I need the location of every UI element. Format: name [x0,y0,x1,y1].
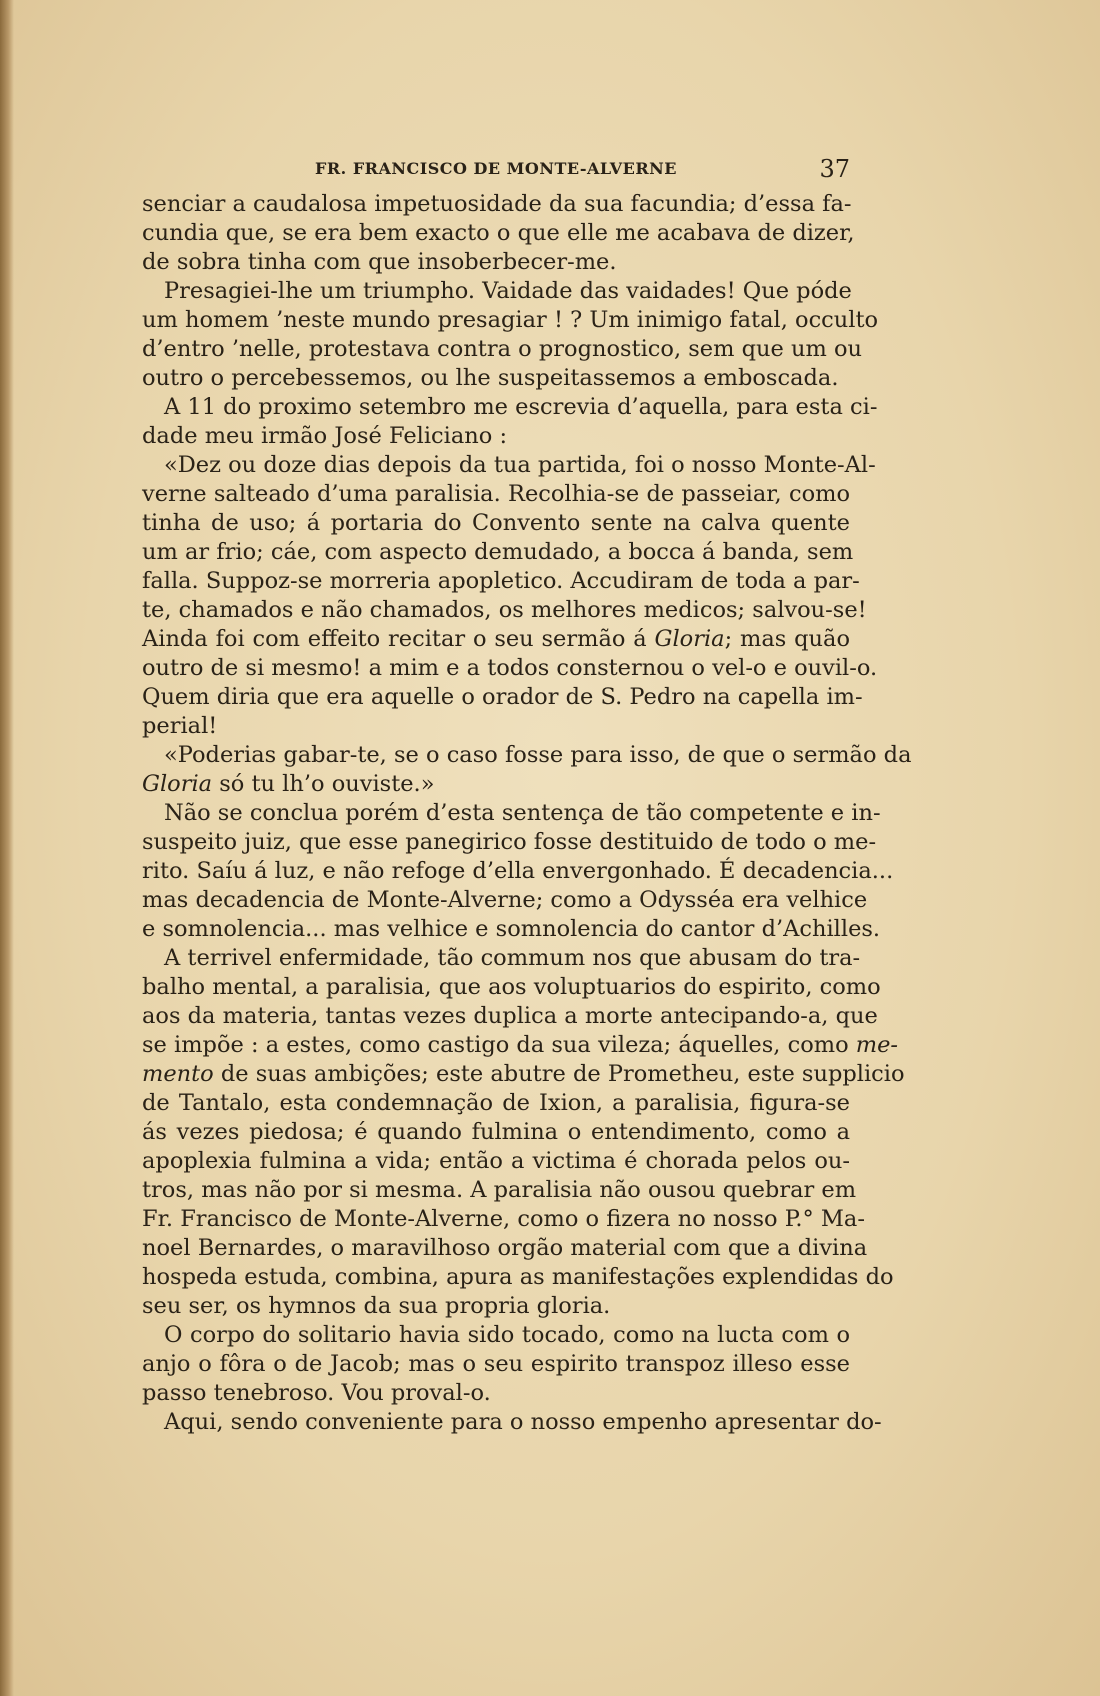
italic-text: Gloria [654,626,725,652]
text-line: verne salteado d’uma paralisia. Recolhia-se de passeiar, como [142,481,850,507]
text-line [142,1060,905,1089]
text-line: anjo o fôra o de Jacob; mas o seu espirito transpoz illeso esse [142,1351,850,1377]
text-line: Quem diria que era aquelle o orador de S. Pedro na capella im- [142,684,863,710]
text-segment: ; mas quão [724,626,850,652]
page-number: 37 [819,155,850,183]
page-header [142,155,850,185]
text-line: O corpo do solitario havia sido tocado, como na lucta com o [164,1322,850,1348]
italic-text: me- [855,1032,899,1058]
text-line: Presagiei-lhe um triumpho. Vaidade das vaidades! Que póde [164,278,852,304]
text-line: hospeda estuda, combina, apura as manifestações explendidas do [142,1264,894,1290]
page-spine-shadow [0,0,14,1696]
text-line: um homem ’neste mundo presagiar ! ? Um inimigo fatal, occulto [142,307,879,333]
text-line: falla. Suppoz-se morreria apopletico. Accudiram de toda a par- [142,568,860,594]
text-line: senciar a caudalosa impetuosidade da sua facundia; d’essa fa- [142,191,852,217]
text-line: rito. Saíu á luz, e não refoge d’ella envergonhado. É decadencia... [142,858,894,884]
italic-text: Gloria [142,771,213,797]
text-line: outro o percebessemos, ou lhe suspeitassemos a emboscada. [142,365,839,391]
text-line: perial! [142,713,218,739]
text-line: de sobra tinha com que insoberbecer-me. [142,249,617,275]
text-line: «Poderias gabar-te, se o caso fosse para isso, de que o sermão da [164,742,912,768]
text-line: um ar frio; cáe, com aspecto demudado, a bocca á banda, sem [142,539,854,565]
text-line: cundia que, se era bem exacto o que elle me acabava de dizer, [142,220,855,246]
text-line: Fr. Francisco de Monte-Alverne, como o fizera no nosso P.° Ma- [142,1206,865,1232]
text-line: aos da materia, tantas vezes duplica a morte antecipando-a, que [142,1003,878,1029]
text-line: A terrivel enfermidade, tão commum nos que abusam do tra- [164,945,861,971]
text-line: dade meu irmão José Feliciano : [142,423,508,449]
running-title: FR. FRANCISCO DE MONTE-ALVERNE [315,159,677,178]
text-segment: só tu lh’o ouviste.» [212,771,435,797]
text-line: seu ser, os hymnos da sua propria gloria. [142,1293,611,1319]
text-line: balho mental, a paralisia, que aos voluptuarios do espirito, como [142,974,881,1000]
text-line: Aqui, sendo conveniente para o nosso empenho apresentar do- [164,1409,882,1435]
text-segment: de suas ambições; este abutre de Prometheu, este supplicio [213,1061,905,1087]
text-line: A 11 do proximo setembro me escrevia d’aquella, para esta ci- [164,394,878,420]
text-line: te, chamados e não chamados, os melhores medicos; salvou-se! [142,597,867,623]
text-line [142,1031,899,1060]
body-text [142,190,912,1437]
text-line [142,770,850,799]
text-line: ás vezes piedosa; é quando fulmina o entendimento, como a [142,1119,850,1145]
text-line: apoplexia fulmina a vida; então a victima é chorada pelos ou- [142,1148,850,1174]
text-line: mas decadencia de Monte-Alverne; como a Odysséa era velhice [142,887,868,913]
text-line: suspeito juiz, que esse panegirico fosse destituido de todo o me- [142,829,877,855]
text-line: de Tantalo, esta condemnação de Ixion, a paralisia, figura-se [142,1090,850,1116]
text-segment: se impõe : a estes, como castigo da sua vileza; áquelles, como [142,1032,856,1058]
text-line: noel Bernardes, o maravilhoso orgão material com que a divina [142,1235,868,1261]
text-line: Não se conclua porém d’esta sentença de tão competente e in- [164,800,881,826]
text-line: outro de si mesmo! a mim e a todos consternou o vel-o e ouvil-o. [142,655,878,681]
italic-text: mento [142,1061,214,1087]
text-line: e somnolencia... mas velhice e somnolencia do cantor d’Achilles. [142,916,881,942]
text-line: passo tenebroso. Vou proval-o. [142,1380,491,1406]
text-line: d’entro ’nelle, protestava contra o prognostico, sem que um ou [142,336,862,362]
text-segment: Ainda foi com effeito recitar o seu sermão á [142,626,655,652]
text-line [142,625,850,654]
text-line: «Dez ou doze dias depois da tua partida, foi o nosso Monte-Al- [164,452,876,478]
text-line: tros, mas não por si mesma. A paralisia não ousou quebrar em [142,1177,857,1203]
text-line: tinha de uso; á portaria do Convento sente na calva quente [142,510,850,536]
